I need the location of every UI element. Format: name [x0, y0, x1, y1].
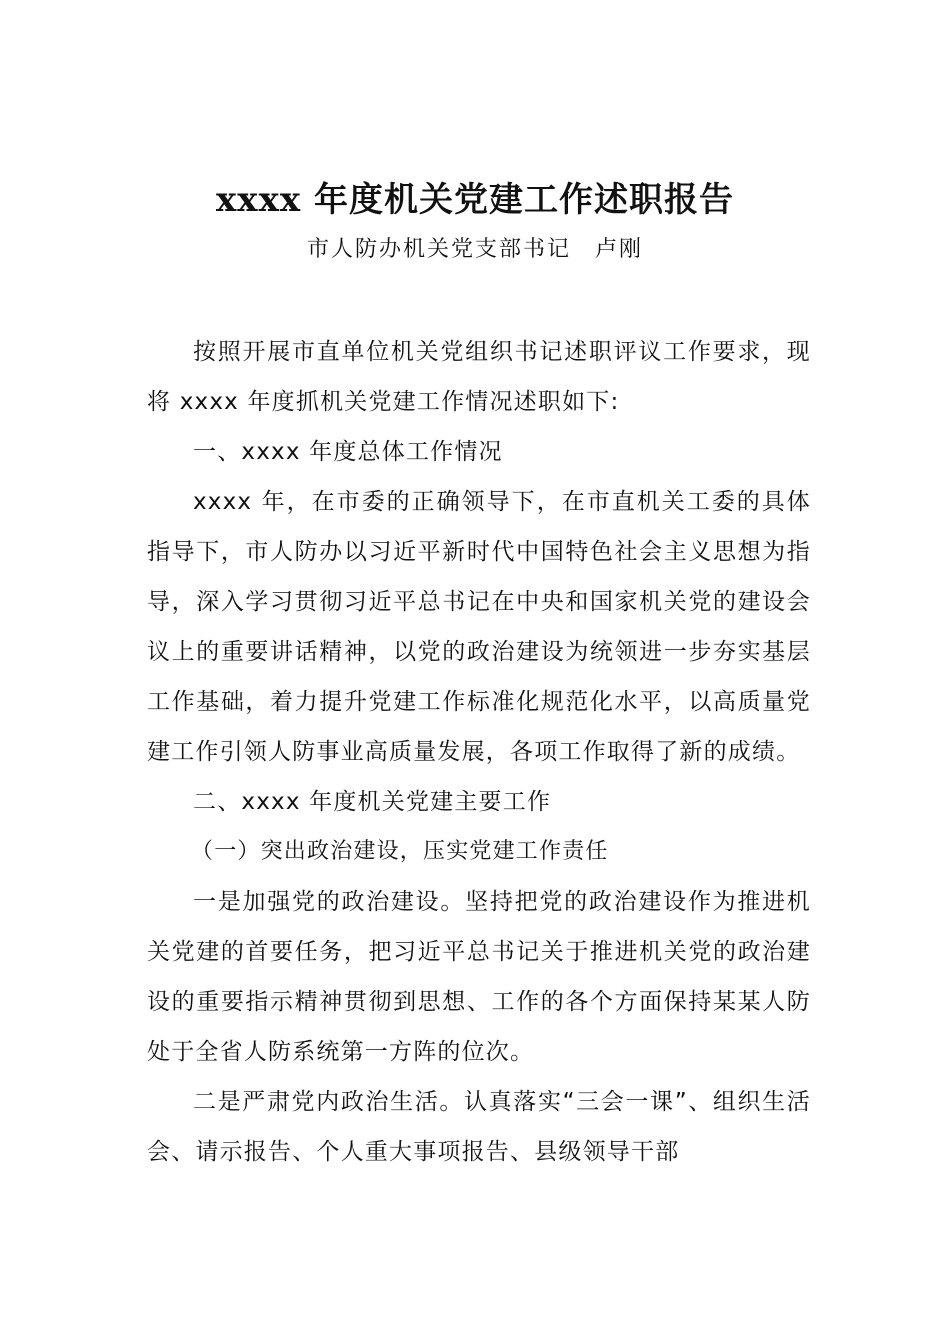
document-author: 市人防办机关党支部书记 卢刚 — [306, 237, 643, 262]
subsection-heading-1: （一）突出政治建设，压实党建工作责任 — [191, 839, 609, 864]
document-title: xxxx 年度机关党建工作述职报告 — [216, 180, 734, 220]
section-heading-1: 一、xxxx 年度总体工作情况 — [193, 439, 503, 465]
document-body — [147, 327, 811, 1177]
political-building-paragraph: 一是加强党的政治建设。坚持把党的政治建设作为推进机关党建的首要任务，把习近平总书记关于推进机关党的政治建设的重要指示精神贯彻到思想、工作的各个方面保持某某人防处于全省人防系统第一方阵的位次。 — [147, 889, 811, 1065]
overview-paragraph: xxxx 年，在市委的正确领导下，在市直机关工委的具体指导下，市人防办以习近平新时代中国特色社会主义思想为指导，深入学习贯彻习近平总书记在中央和国家机关党的建设会议上的重要讲话精神，以党的政治建设为统领进一步夯实基层工作基础，着力提升党建工作标准化规范化水平，以高质量党建工作引领人防事业高质量发展，各项工作取得了新的成绩。 — [147, 489, 811, 765]
intro-paragraph: 按照开展市直单位机关党组织书记述职评议工作要求，现将 xxxx 年度抓机关党建工作情况述职如下: — [147, 339, 811, 415]
party-life-paragraph: 二是严肃党内政治生活。认真落实“三会一课”、组织生活会、请示报告、个人重大事项报告、县级领导干部 — [147, 1089, 811, 1165]
section-heading-2: 二、xxxx 年度机关党建主要工作 — [193, 789, 552, 815]
